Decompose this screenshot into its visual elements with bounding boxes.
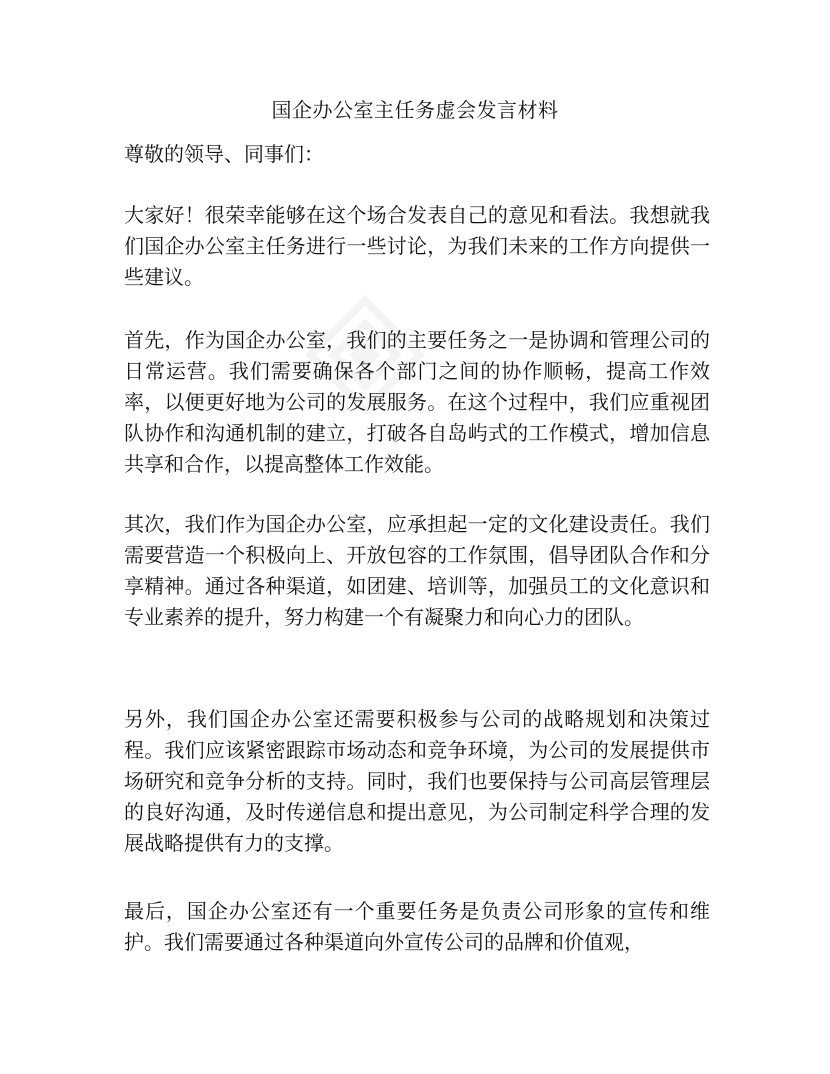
paragraph-greeting: 大家好！很荣幸能够在这个场合发表自己的意见和看法。我想就我们国企办公室主任务进行一些讨论，为我们未来的工作方向提供一些建议。: [124, 203, 710, 289]
paragraph-second-point: 其次，我们作为国企办公室，应承担起一定的文化建设责任。我们需要营造一个积极向上、开放包容的工作氛围，倡导团队合作和分享精神。通过各种渠道，如团建、培训等，加强员工的文化意识和专业素养的提升，努力构建一个有凝聚力和向心力的团队。: [124, 512, 710, 629]
paragraph-third-point: 另外，我们国企办公室还需要积极参与公司的战略规划和决策过程。我们应该紧密跟踪市场动态和竞争环境，为公司的发展提供市场研究和竞争分析的支持。同时，我们也要保持与公司高层管理层的良好沟通，及时传递信息和提出意见，为公司制定科学合理的发展战略提供有力的支撑。: [124, 707, 710, 855]
document-title: 国企办公室主任务虚会发言材料: [271, 98, 559, 122]
salutation: 尊敬的领导、同事们：: [124, 142, 324, 166]
paragraph-final-point: 最后，国企办公室还有一个重要任务是负责公司形象的宣传和维护。我们需要通过各种渠道向外宣传公司的品牌和价值观，: [124, 899, 710, 954]
paragraph-first-point: 首先，作为国企办公室，我们的主要任务之一是协调和管理公司的日常运营。我们需要确保各个部门之间的协作顺畅，提高工作效率，以便更好地为公司的发展服务。在这个过程中，我们应重视团队协作和沟通机制的建立，打破各自岛屿式的工作模式，增加信息共享和合作，以提高整体工作效能。: [124, 328, 710, 476]
